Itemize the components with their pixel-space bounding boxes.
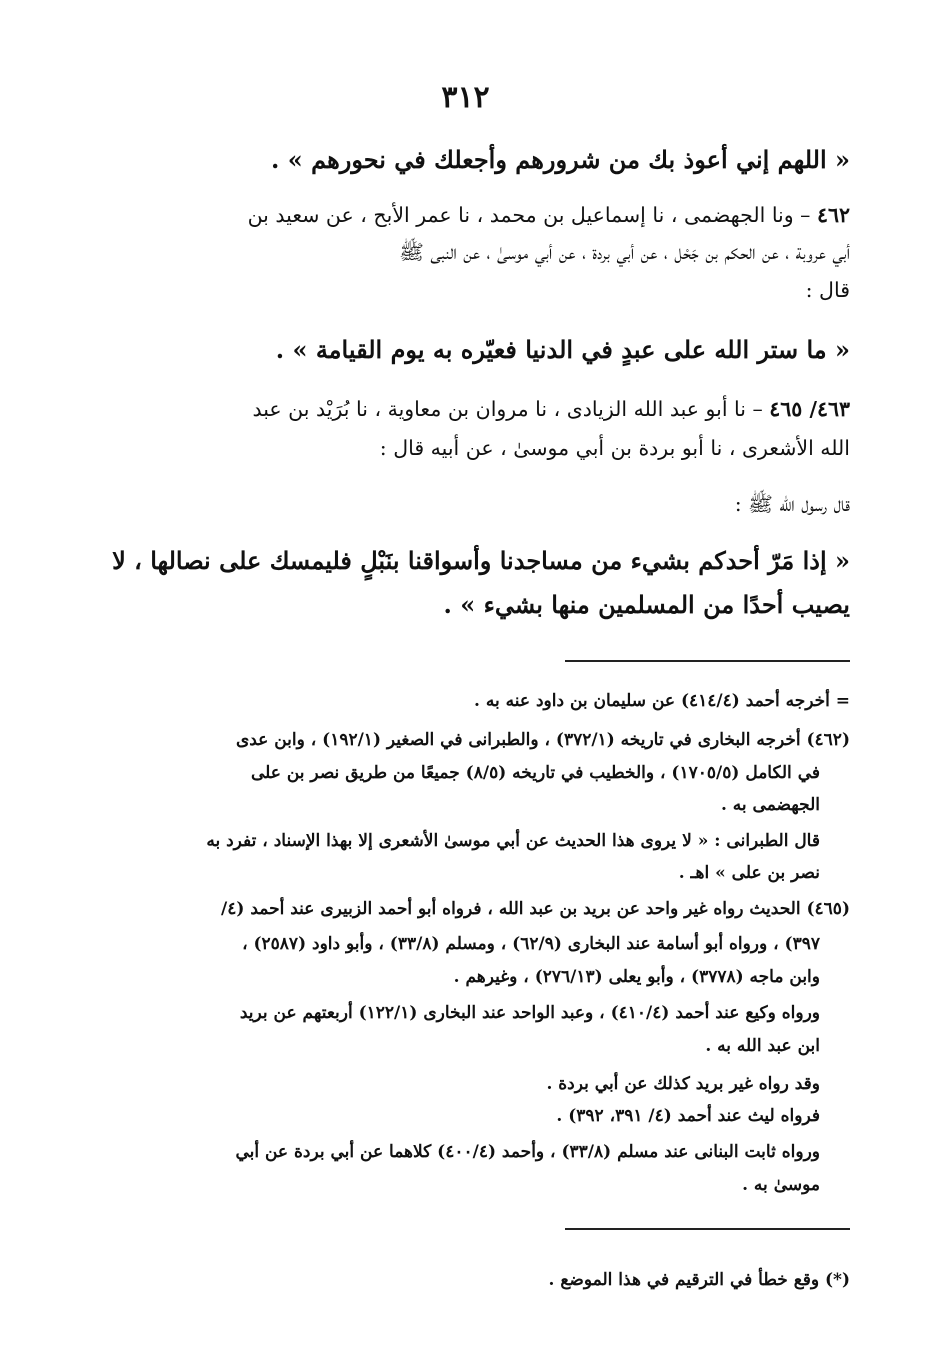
isnad-line: قال رسول الله ﷺ : (734, 492, 850, 516)
hadith-number-462: ٤٦٢ (816, 203, 850, 227)
footnote-line: الجهضمى به . (720, 795, 820, 815)
erratum-separator (565, 1228, 850, 1230)
isnad-line: أبي عروبة ، عن الحكم بن جَحْل ، عن أبي بردة ، عن أبي موسىٰ ، عن النبى ﷺ (399, 240, 850, 264)
isnad-line-463 (98, 393, 850, 425)
hadith-text-line: « إذا مَرّ أحدكم بشيء من مساجدنا وأسواقنا بنَبْلٍ فليمسك على نصالها ، لا (112, 546, 850, 575)
isnad-line: قال : (805, 278, 850, 302)
page-number: ٣١٢ (441, 80, 490, 115)
footnote-line: قال الطبرانى : « لا يروى هذا الحديث عن أبي موسىٰ الأشعرى إلا بهذا الإسناد ، تفرد به (206, 831, 820, 851)
footnote-line: = أخرجه أحمد (٤١٤/٤) عن سليمان بن داود عنه به . (474, 691, 850, 711)
hadith-text-line: يصيب أحدًا من المسلمين منها بشيء » . (443, 590, 850, 619)
isnad-line: الله الأشعرى ، نا أبو بردة بن أبي موسىٰ ، عن أبيه قال : (379, 436, 850, 460)
footnote-line: (٤٦٢) أخرجه البخارى في تاريخه (٣٧٢/١) ، والطبرانى في الصغير (١٩٢/١) ، وابن عدى (235, 730, 850, 750)
footnote-line: وابن ماجه (٣٧٧٨) ، وأبو يعلى (٢٧٦/١٣) ، وغيرهم . (453, 967, 820, 987)
footnote-line: في الكامل (١٧٠٥/٥) ، والخطيب في تاريخه (٨/٥) جميعًا من طريق نصر بن على (250, 763, 820, 783)
footnote-line: ورواه وكيع عند أحمد (٤١٠/٤) ، وعبد الواحد عند البخارى (١٢٢/١) أربعتهم عن بريد (239, 1003, 820, 1023)
hadith-text-line: « ما ستر الله على عبدٍ في الدنيا فعيّره به يوم القيامة » . (275, 335, 850, 364)
isnad-line-462 (98, 199, 850, 231)
footnote-separator (565, 660, 850, 662)
footnote-line: موسىٰ به . (742, 1175, 820, 1195)
footnote-line: فرواه ليث عند أحمد (٤/ ٣٩١، ٣٩٢) . (556, 1106, 820, 1126)
footnote-line: نصر بن على » اهـ . (678, 863, 820, 883)
footnote-line: (٤٦٥) الحديث رواه غير واحد عن بريد بن عبد الله ، فرواه أبو أحمد الزبيرى عند أحمد (٤/ (221, 899, 850, 919)
isnad-text: – ونا الجهضمى ، نا إسماعيل بن محمد ، نا عمر الأبح ، عن سعيد بن (247, 203, 817, 227)
footnote-line: ورواه ثابت البنانى عند مسلم (٣٣/٨) ، وأحمد (٤٠٠/٤) كلاهما عن أبي بردة عن أبي (235, 1142, 820, 1162)
hadith-text-line: « اللهم إني أعوذ بك من شرورهم وأجعلك في نحورهم » . (271, 145, 850, 174)
erratum-note: (*) وقع خطأ في الترقيم في هذا الموضع . (548, 1270, 850, 1290)
footnote-line: ٣٩٧) ، ورواه أبو أسامة عند البخارى (٦٢/٩) ، ومسلم (٣٣/٨) ، وأبو داود (٢٥٨٧) ، (242, 934, 820, 954)
footnote-line: ابن عبد الله به . (705, 1036, 820, 1056)
isnad-text: – نا أبو عبد الله الزيادى ، نا مروان بن معاوية ، نا بُرَيْد بن عبد (252, 397, 770, 421)
footnote-line: وقد رواه غير بريد كذلك عن أبي بردة . (546, 1074, 820, 1094)
hadith-number-463-465: ٤٦٣/ ٤٦٥ (769, 397, 850, 421)
